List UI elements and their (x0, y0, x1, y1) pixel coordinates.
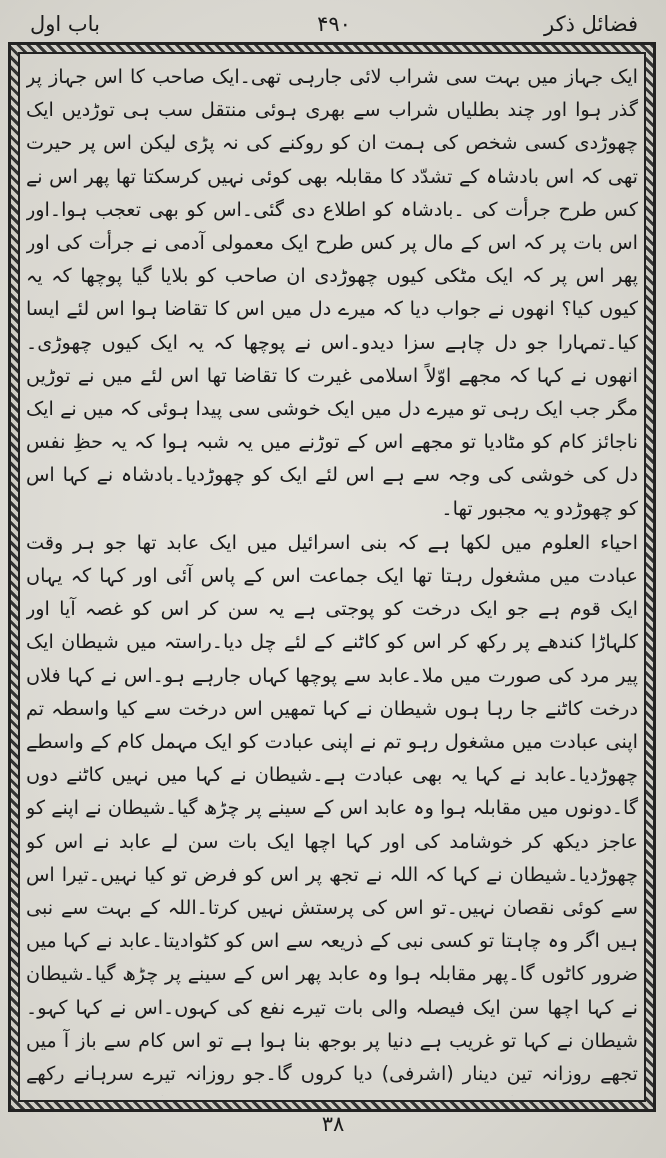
running-header (30, 4, 638, 44)
chapter-title: باب اول (30, 12, 100, 36)
page-number-footer: ۳۸ (321, 1112, 345, 1136)
header-page-number: ۴۹۰ (317, 12, 351, 36)
paragraph: احیاء العلوم میں لکھا ہے کہ بنی اسرائیل میں ایک عابد تھا جو ہر وقت عبادت میں مشغول رہتا تھا ایک جماعت اس کے پاس آئی اور کہا کہ یہاں ایک قوم ہے جو ایک درخت کو پوجتی ہے یہ سن کر اس کو غصہ آیا اور کلہاڑا کندھے پر رکھ کر اس کو کاٹنے کے لئے چل دیا۔راستہ میں شیطان ایک پیر مرد کی صورت میں ملا۔عابد سے پوچھا کہاں جارہے ہو۔اس نے کہا فلاں درخت کاٹنے جا رہا ہوں شیطان نے کہا تمھیں اس درخت سے کیا واسطہ تم اپنی عبادت میں مشغول رہو تم نے اپنی عبادت کو ایک مہمل کام کے واسطے چھوڑدیا۔عابد نے کہا یہ بھی عبادت ہے۔شیطان نے کہا میں نہیں کاٹنے دوں گا۔دونوں میں مقابلہ ہوا وہ عابد اس کے سینے پر چڑھ گیا۔شیطان نے اپنے کو عاجز دیکھ کر خوشامد کی اور کہا اچھا ایک بات سن لے عابد نے اس کو چھوڑدیا۔شیطان نے کہا کہ اللہ نے تجھ پر اس کو فرض تو کیا نہیں۔تیرا اس سے کوئی نقصان نہیں۔تو اس کی پرستش نہیں کرتا۔اللہ کے بہت سے نبی ہیں اگر وہ چاہتا تو کسی نبی کے ذریعہ سے اس کو کٹوادیتا۔عابد نے کہا میں ضرور کاٹوں گا۔پھر مقابلہ ہوا وہ عابد پھر اس کے سینے پر چڑھ گیا۔شیطان نے کہا اچھا سن ایک فیصلہ والی بات تیرے نفع کی کہوں۔اس نے کہا کہو۔شیطان نے کہا تو غریب ہے دنیا پر بوجھ بنا ہوا ہے تو اس کام سے باز آ میں تجھے روزانہ تین دینار (اشرفی) دیا کروں گا۔جو روزانہ تیرے سرہانے رکھے (26, 530, 638, 1086)
body-text (26, 60, 638, 1096)
paragraph: ایک جہاز میں بہت سی شراب لائی جارہی تھی۔ایک صاحب کا اس جہاز پر گذر ہوا اور چند بطلیاں شراب سے بھری ہوئی منتقل سب ہی توڑدیں ایک چھوڑدی کسی شخص کی ہمت ان کو روکنے کی نہ پڑی لیکن اس پر حیرت تھی کہ اس بادشاہ کے تشدّد کا مقابلہ بھی کوئی نہیں کرسکتا تھا پھر اس نے کس طرح جرأت کی ۔بادشاہ کو اطلاع دی گئی۔اس کو بھی تعجب ہوا۔اور اس بات پر کہ اس کے مال پر کس طرح ایک معمولی آدمی نے جرأت کی اور پھر اس پر کہ ایک مٹکی کیوں چھوڑدی ان صاحب کو بلایا گیا پوچھا کہ یہ کیوں کیا؟ انھوں نے جواب دیا کہ میرے دل میں اس کا تقاضا ہوا اس لئے ایسا کیا۔تمہارا جو دل چاہے سزا دیدو۔اس نے پوچھا کہ یہ ایک کیوں چھوڑی۔انھوں نے کہا کہ مجھے اوّلاً اسلامی غیرت کا تقاضا تھا اس لئے میں نے توڑیں مگر جب ایک رہی تو میرے دل میں ایک خوشی سی پیدا ہوئی کہ میں نے ایک ناجائز کام کو مٹادیا تو مجھے اس کے توڑنے میں یہ شبہ ہوا کہ یہ حظِ نفس دل کی خوشی کی وجہ سے ہے اس لئے ایک کو چھوڑدیا۔بادشاہ نے کہا اس کو چھوڑدو یہ مجبور تھا۔ (26, 65, 638, 520)
book-title: فضائل ذکر (543, 12, 638, 36)
